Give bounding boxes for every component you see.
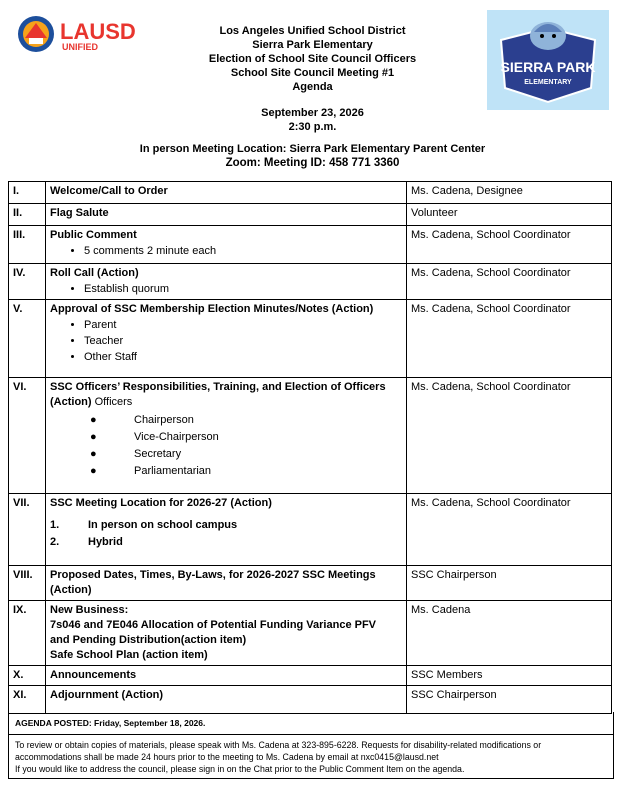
- item-responsible: Ms. Cadena, School Coordinator: [407, 226, 612, 264]
- item-title-action: (Action): [50, 584, 92, 596]
- agenda-table: [8, 181, 612, 714]
- agenda-row: [9, 226, 612, 264]
- item-title-action: (Action): [50, 396, 92, 408]
- item-title: Welcome/Call to Order: [46, 182, 407, 204]
- agenda-row: [9, 686, 612, 714]
- list-item: • Teacher: [84, 333, 402, 349]
- item-responsible: SSC Members: [407, 666, 612, 686]
- item-number: II.: [9, 204, 46, 226]
- item-line: and Pending Distribution(action item): [50, 634, 247, 646]
- item-line: Safe School Plan (action item): [50, 649, 208, 661]
- list-item: ● Parliamentarian: [90, 465, 212, 477]
- lausd-logo-text: LAUSD: [60, 19, 136, 44]
- document-header: [130, 24, 495, 134]
- agenda-row: [9, 601, 612, 666]
- item-title: New Business:: [50, 604, 129, 616]
- list-item: • Other Staff: [84, 349, 402, 365]
- item-responsible: SSC Chairperson: [407, 686, 612, 714]
- item-title-officers: Officers: [94, 396, 133, 408]
- header-date: September 23, 2026: [261, 107, 364, 119]
- item-responsible: SSC Chairperson: [407, 566, 612, 601]
- agenda-row: [9, 182, 612, 204]
- item-number: III.: [9, 226, 46, 264]
- item-number: V.: [9, 300, 46, 378]
- sierra-park-logo: [487, 10, 609, 110]
- sierra-logo-line2: ELEMENTARY: [524, 79, 572, 86]
- item-title: Announcements: [46, 666, 407, 686]
- header-election: Election of School Site Council Officers: [208, 53, 417, 65]
- item-responsible: Ms. Cadena, School Coordinator: [407, 494, 612, 566]
- item-responsible: Ms. Cadena, School Coordinator: [407, 264, 612, 300]
- materials-note: To review or obtain copies of materials, please speak with Ms. Cadena at 323-895-6228. Requests for disability-related modifications or accommodations shall be made 24 hours prior to the meeting to Ms. Cadena by email at nxc0415@lausd.net: [15, 740, 542, 762]
- item-responsible: Ms. Cadena: [407, 601, 612, 666]
- agenda-row: [9, 264, 612, 300]
- list-item: ● Secretary: [90, 448, 182, 460]
- sierra-logo-line1: SIERRA PARK: [500, 59, 596, 75]
- item-number: IX.: [9, 601, 46, 666]
- agenda-row: [9, 204, 612, 226]
- agenda-footer: [8, 712, 614, 779]
- item-number: X.: [9, 666, 46, 686]
- agenda-row: [9, 300, 612, 378]
- lausd-logo-sub: UNIFIED: [62, 42, 98, 52]
- item-responsible: Volunteer: [407, 204, 612, 226]
- item-number: XI.: [9, 686, 46, 714]
- item-title: Public Comment: [50, 229, 137, 241]
- agenda-row: [9, 666, 612, 686]
- item-title: Adjournment (Action): [46, 686, 407, 714]
- public-comment-note: If you would like to address the council, please sign in on the Chat prior to the Public Comment Item on the agenda.: [15, 764, 465, 774]
- list-item: 2. Hybrid: [50, 536, 123, 548]
- item-title: Roll Call (Action): [50, 267, 139, 279]
- header-district: Los Angeles Unified School District: [219, 25, 406, 37]
- header-location: In person Meeting Location: Sierra Park Elementary Parent Center: [139, 143, 486, 155]
- agenda-row: [9, 378, 612, 494]
- header-agenda: Agenda: [292, 81, 333, 93]
- list-item: • 5 comments 2 minute each: [84, 243, 402, 259]
- item-number: VI.: [9, 378, 46, 494]
- list-item: • Establish quorum: [84, 281, 402, 297]
- item-number: VII.: [9, 494, 46, 566]
- item-line: 7s046 and 7E046 Allocation of Potential Funding Variance PFV: [50, 619, 377, 631]
- item-title: Flag Salute: [46, 204, 407, 226]
- item-number: VIII.: [9, 566, 46, 601]
- list-item: ● Vice-Chairperson: [90, 431, 219, 443]
- item-responsible: Ms. Cadena, School Coordinator: [407, 300, 612, 378]
- header-time: 2:30 p.m.: [288, 121, 337, 133]
- header-zoom: Zoom: Meeting ID: 458 771 3360: [225, 157, 400, 169]
- item-number: IV.: [9, 264, 46, 300]
- header-meeting: School Site Council Meeting #1: [230, 67, 395, 79]
- item-responsible: Ms. Cadena, Designee: [407, 182, 612, 204]
- header-school: Sierra Park Elementary: [252, 39, 373, 51]
- item-title: SSC Meeting Location for 2026-27 (Action): [50, 497, 272, 509]
- agenda-row: [9, 494, 612, 566]
- item-number: I.: [9, 182, 46, 204]
- agenda-row: [9, 566, 612, 601]
- item-title: SSC Officers’ Responsibilities, Training, and Election of Officers: [50, 381, 386, 393]
- item-responsible: Ms. Cadena, School Coordinator: [407, 378, 612, 494]
- agenda-posted: AGENDA POSTED: Friday, September 18, 2026.: [9, 712, 613, 735]
- list-item: ● Chairperson: [90, 414, 194, 426]
- item-title: Proposed Dates, Times, By-Laws, for 2026-2027 SSC Meetings: [50, 569, 376, 581]
- list-item: • Parent: [84, 317, 402, 333]
- item-title: Approval of SSC Membership Election Minutes/Notes (Action): [50, 303, 374, 315]
- list-item: 1. In person on school campus: [50, 519, 238, 531]
